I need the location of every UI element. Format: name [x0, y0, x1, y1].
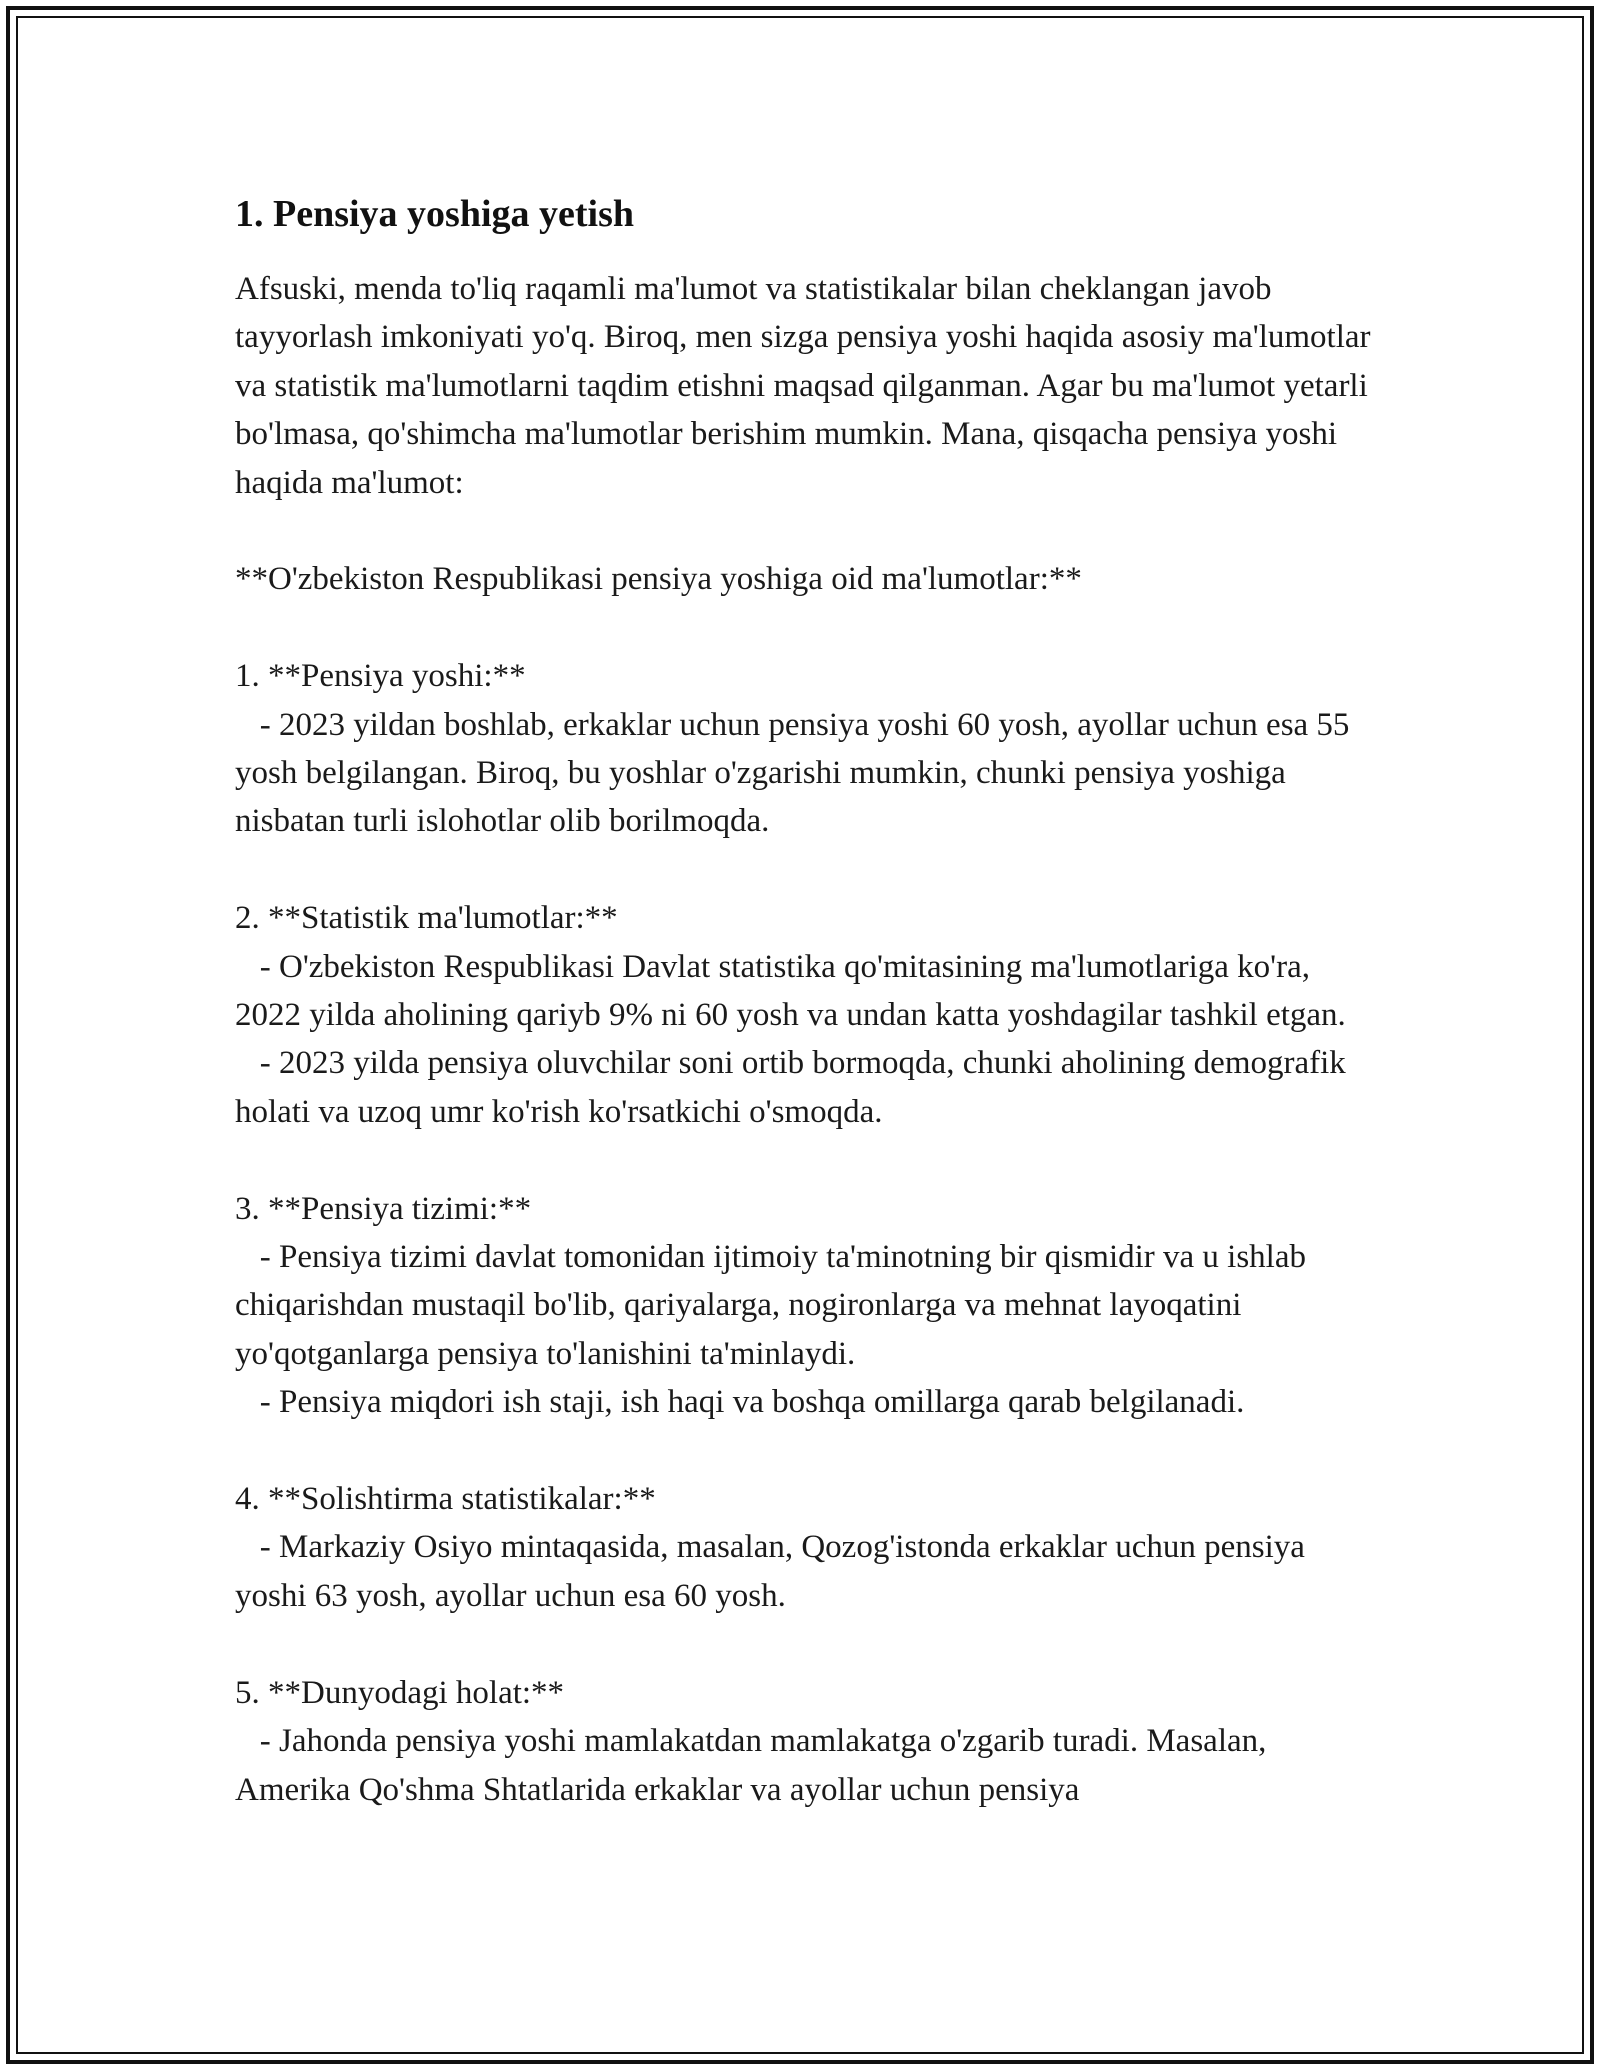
document-title: 1. Pensiya yoshiga yetish	[235, 193, 635, 235]
document-body	[235, 190, 1379, 1814]
list-item-text: - Markaziy Osiyo mintaqasida, masalan, Qozog'istonda erkaklar uchun pensiya yoshi 63 yosh, ayollar uchun esa 60 yosh.	[235, 1529, 1314, 1614]
spacer	[235, 604, 1375, 652]
list-item-heading: 4. **Solishtirma statistikalar:**	[235, 1481, 656, 1518]
list-item-heading: 2. **Statistik ma'lumotlar:**	[235, 900, 618, 937]
spacer	[235, 507, 1375, 555]
list-item-heading: 3. **Pensiya tizimi:**	[235, 1190, 532, 1227]
list-item-text: - O'zbekiston Respublikasi Davlat statistika qo'mitasining ma'lumotlariga ko'ra, 2022 yilda aholining qariyb 9% ni 60 yosh va undan katta yoshdagilar tashkil etgan.	[235, 948, 1346, 1034]
spacer	[235, 846, 1375, 894]
intro-paragraph: Afsuski, menda to'liq raqamli ma'lumot va statistikalar bilan cheklangan javob tayyorlash imkoniyati yo'q. Biroq, men sizga pensiya yoshi haqida asosiy ma'lumotlar va statistik ma'lumotlarni taqdim etishni maqsad qilganman. Agar bu ma'lumot yetarli bo'lmasa, qo'shimcha ma'lumotlar berishim mumkin. Mana, qisqacha pensiya yoshi haqida ma'lumot:	[235, 271, 1379, 501]
list-item-heading: 1. **Pensiya yoshi:**	[235, 658, 526, 695]
list-item-text: - Pensiya tizimi davlat tomonidan ijtimoiy ta'minotning bir qismidir va u ishlab chiqarishdan mustaqil bo'lib, qariyalarga, nogironlarga va mehnat layoqatini yo'qotganlarga pensiya to'lanishini ta'minlaydi.	[235, 1239, 1315, 1372]
list-item-text: - Pensiya miqdori ish staji, ish haqi va boshqa omillarga qarab belgilanadi.	[235, 1384, 1245, 1421]
spacer	[235, 1136, 1375, 1184]
list-item-text: - 2023 yildan boshlab, erkaklar uchun pensiya yoshi 60 yosh, ayollar uchun esa 55 yosh belgilangan. Biroq, bu yoshlar o'zgarishi mumkin, chunki pensiya yoshiga nisbatan turli islohotlar olib borilmoqda.	[235, 706, 1358, 840]
list-item-text: - 2023 yilda pensiya oluvchilar soni ortib bormoqda, chunki aholining demografik holati va uzoq umr ko'rish ko'rsatkichi o'smoqda.	[235, 1045, 1355, 1130]
spacer	[235, 1620, 1375, 1668]
list-item-heading: 5. **Dunyodagi holat:**	[235, 1674, 565, 1711]
list-item-text: - Jahonda pensiya yoshi mamlakatdan mamlakatga o'zgarib turadi. Masalan, Amerika Qo'shma Shtatlarida erkaklar va ayollar uchun pensiya	[235, 1723, 1273, 1808]
section-heading: **O'zbekiston Respublikasi pensiya yoshiga oid ma'lumotlar:**	[235, 561, 1082, 598]
spacer	[235, 1427, 1375, 1475]
